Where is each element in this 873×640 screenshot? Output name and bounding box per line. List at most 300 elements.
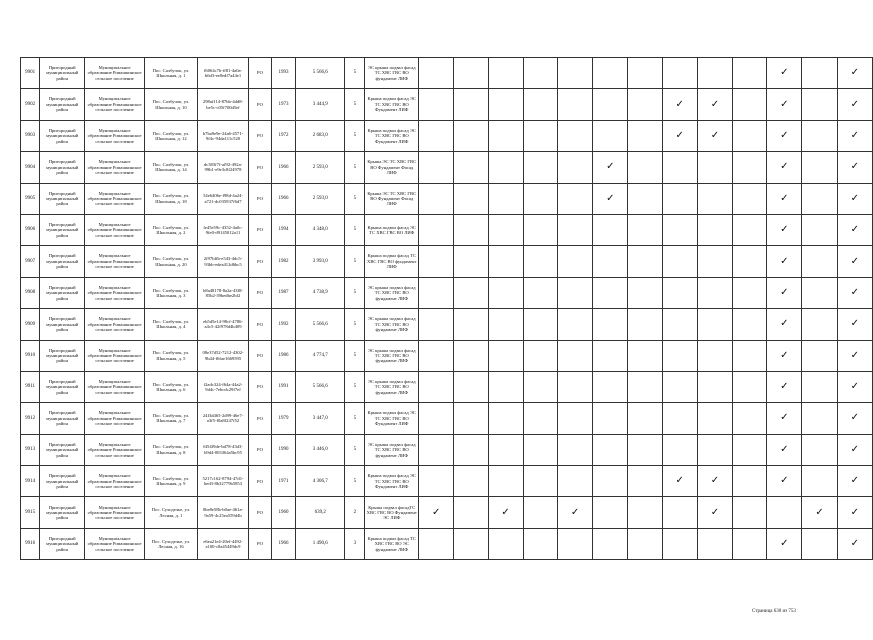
table-row bbox=[21, 528, 873, 559]
address-cell: Пос. Салбучок, ул. Школьная, д. 4 bbox=[145, 309, 198, 340]
work-type-cell bbox=[767, 120, 802, 151]
work-type-cell bbox=[628, 183, 662, 214]
checkmark-icon: ✓ bbox=[815, 506, 824, 518]
work-type-cell bbox=[802, 152, 837, 183]
municipality-cell: Муниципальное образование Ромашкинское сельское поселение bbox=[85, 309, 145, 340]
work-type-cell bbox=[628, 309, 662, 340]
work-type-cell bbox=[662, 466, 697, 497]
guid-cell: 298af114-87bb-4dd8-be5c-c05f700d5ef bbox=[197, 89, 249, 120]
table-row bbox=[21, 58, 873, 89]
work-type-cell bbox=[419, 58, 454, 89]
row-id: 9901 bbox=[21, 58, 40, 89]
work-type-cell bbox=[523, 58, 557, 89]
checkmark-icon: ✓ bbox=[780, 286, 789, 298]
works-cell: ЭС крыша подвал фасад ТС ХВС ГВС ВО фундамент ЛИФ bbox=[365, 58, 419, 89]
work-type-cell bbox=[454, 183, 488, 214]
year-cell: 1971 bbox=[271, 466, 296, 497]
district-cell: Пригородный муниципальный район bbox=[40, 434, 85, 465]
type-cell: РО bbox=[249, 89, 271, 120]
work-type-cell bbox=[593, 89, 628, 120]
work-type-cell bbox=[802, 214, 837, 245]
checkmark-icon: ✓ bbox=[850, 192, 859, 204]
work-type-cell bbox=[628, 371, 662, 402]
guid-cell: 24f3d465-2d99-46e7-a3f5-f0a8f247f52 bbox=[197, 403, 249, 434]
work-type-cell bbox=[837, 152, 872, 183]
floors-cell: 5 bbox=[345, 340, 365, 371]
work-type-cell bbox=[558, 340, 593, 371]
work-type-cell bbox=[454, 246, 488, 277]
guid-cell: f6064c7b-ff81-4a0a-b6d3-ee8edf7a44e1 bbox=[197, 58, 249, 89]
work-type-cell bbox=[454, 152, 488, 183]
page-footer: Страница 630 из 753 bbox=[752, 609, 796, 614]
year-cell: 1993 bbox=[271, 58, 296, 89]
work-type-cell bbox=[697, 466, 732, 497]
checkmark-icon: ✓ bbox=[780, 129, 789, 141]
work-type-cell bbox=[837, 183, 872, 214]
checkmark-icon: ✓ bbox=[780, 67, 789, 79]
table-row bbox=[21, 277, 873, 308]
work-type-cell bbox=[593, 277, 628, 308]
district-cell: Пригородный муниципальный район bbox=[40, 246, 85, 277]
type-cell: РО bbox=[249, 120, 271, 151]
floors-cell: 5 bbox=[345, 214, 365, 245]
work-type-cell bbox=[488, 89, 523, 120]
table-row bbox=[21, 371, 873, 402]
municipality-cell: Муниципальное образование Ромашкинское сельское поселение bbox=[85, 214, 145, 245]
work-type-cell bbox=[697, 152, 732, 183]
work-type-cell bbox=[454, 58, 488, 89]
type-cell: РО bbox=[249, 497, 271, 528]
table-row bbox=[21, 434, 873, 465]
work-type-cell bbox=[628, 214, 662, 245]
work-type-cell bbox=[837, 277, 872, 308]
work-type-cell bbox=[802, 371, 837, 402]
work-type-cell bbox=[488, 434, 523, 465]
work-type-cell bbox=[523, 246, 557, 277]
checkmark-icon: ✓ bbox=[675, 98, 684, 110]
work-type-cell bbox=[488, 497, 523, 528]
municipality-cell: Муниципальное образование Ромашкинское сельское поселение bbox=[85, 466, 145, 497]
work-type-cell bbox=[593, 152, 628, 183]
checkmark-icon: ✓ bbox=[570, 506, 580, 518]
guid-cell: f2adc324-f64a-44a2-9d4c-7ebcdc29f7ef bbox=[197, 371, 249, 402]
type-cell: РО bbox=[249, 246, 271, 277]
work-type-cell bbox=[419, 497, 454, 528]
work-type-cell bbox=[732, 371, 766, 402]
type-cell: РО bbox=[249, 466, 271, 497]
floors-cell: 5 bbox=[345, 89, 365, 120]
guid-cell: 0be8e58b-b0ae-461a-9a59-4c25ea559d4b bbox=[197, 497, 249, 528]
work-type-cell bbox=[593, 120, 628, 151]
type-cell: РО bbox=[249, 152, 271, 183]
table-body bbox=[21, 58, 873, 560]
works-cell: Крыша подвал фасад ЭС ТС ХВС ГВС ВО Фундамент ЛИФ bbox=[365, 403, 419, 434]
checkmark-icon: ✓ bbox=[675, 129, 684, 141]
work-type-cell bbox=[454, 309, 488, 340]
work-type-cell bbox=[628, 434, 662, 465]
work-type-cell bbox=[488, 528, 523, 559]
table-row bbox=[21, 340, 873, 371]
municipality-cell: Муниципальное образование Ромашкинское сельское поселение bbox=[85, 152, 145, 183]
work-type-cell bbox=[628, 89, 662, 120]
year-cell: 1986 bbox=[271, 340, 296, 371]
district-cell: Пригородный муниципальный район bbox=[40, 58, 85, 89]
work-type-cell bbox=[419, 214, 454, 245]
work-type-cell bbox=[593, 434, 628, 465]
checkmark-icon: ✓ bbox=[780, 412, 789, 424]
checkmark-icon: ✓ bbox=[850, 443, 859, 455]
work-type-cell bbox=[488, 466, 523, 497]
area-cell: 4 306,7 bbox=[296, 466, 345, 497]
municipality-cell: Муниципальное образование Ромашкинское сельское поселение bbox=[85, 528, 145, 559]
work-type-cell bbox=[558, 466, 593, 497]
work-type-cell bbox=[593, 246, 628, 277]
year-cell: 1994 bbox=[271, 214, 296, 245]
work-type-cell bbox=[454, 371, 488, 402]
work-type-cell bbox=[802, 89, 837, 120]
address-cell: Пос. Салбучок, ул. Школьная, д. 10 bbox=[145, 89, 198, 120]
work-type-cell bbox=[732, 246, 766, 277]
municipality-cell: Муниципальное образование Ромашкинское сельское поселение bbox=[85, 340, 145, 371]
guid-cell: 08e37d52-7212-4302-9b44-f6fae1669595 bbox=[197, 340, 249, 371]
work-type-cell bbox=[628, 246, 662, 277]
municipality-cell: Муниципальное образование Ромашкинское сельское поселение bbox=[85, 89, 145, 120]
row-id: 9908 bbox=[21, 277, 40, 308]
work-type-cell bbox=[837, 89, 872, 120]
area-cell: 639,2 bbox=[296, 497, 345, 528]
works-cell: Крыша подвал фасад ЭС ТС ХВС ГВС ВО Фундамент ЛИФ bbox=[365, 120, 419, 151]
work-type-cell bbox=[837, 309, 872, 340]
work-type-cell bbox=[767, 371, 802, 402]
work-type-cell bbox=[454, 214, 488, 245]
work-type-cell bbox=[662, 58, 697, 89]
area-cell: 3 447,0 bbox=[296, 403, 345, 434]
work-type-cell bbox=[802, 497, 837, 528]
row-id: 9907 bbox=[21, 246, 40, 277]
table-row bbox=[21, 403, 873, 434]
type-cell: РО bbox=[249, 214, 271, 245]
work-type-cell bbox=[628, 152, 662, 183]
floors-cell: 5 bbox=[345, 403, 365, 434]
checkmark-icon: ✓ bbox=[850, 318, 859, 330]
work-type-cell bbox=[662, 183, 697, 214]
work-type-cell bbox=[558, 246, 593, 277]
work-type-cell bbox=[732, 214, 766, 245]
work-type-cell bbox=[419, 246, 454, 277]
row-id: 9916 bbox=[21, 528, 40, 559]
year-cell: 1979 bbox=[271, 403, 296, 434]
area-cell: 4 348,0 bbox=[296, 214, 345, 245]
type-cell: РО bbox=[249, 340, 271, 371]
work-type-cell bbox=[523, 120, 557, 151]
type-cell: РО bbox=[249, 309, 271, 340]
checkmark-icon: ✓ bbox=[850, 475, 859, 487]
work-type-cell bbox=[767, 434, 802, 465]
area-cell: 3 446,0 bbox=[296, 434, 345, 465]
type-cell: РО bbox=[249, 277, 271, 308]
floors-cell: 5 bbox=[345, 246, 365, 277]
work-type-cell bbox=[662, 277, 697, 308]
work-type-cell bbox=[488, 309, 523, 340]
work-type-cell bbox=[593, 466, 628, 497]
district-cell: Пригородный муниципальный район bbox=[40, 309, 85, 340]
work-type-cell bbox=[732, 58, 766, 89]
work-type-cell bbox=[419, 528, 454, 559]
work-type-cell bbox=[662, 403, 697, 434]
district-cell: Пригородный муниципальный район bbox=[40, 340, 85, 371]
checkmark-icon: ✓ bbox=[780, 349, 789, 361]
work-type-cell bbox=[454, 277, 488, 308]
work-type-cell bbox=[488, 152, 523, 183]
address-cell: Пос. Салбучок, ул. Школьная, д. 5 bbox=[145, 340, 198, 371]
district-cell: Пригородный муниципальный район bbox=[40, 152, 85, 183]
row-id: 9909 bbox=[21, 309, 40, 340]
work-type-cell bbox=[488, 371, 523, 402]
work-type-cell bbox=[732, 89, 766, 120]
work-type-cell bbox=[523, 497, 557, 528]
checkmark-icon: ✓ bbox=[850, 349, 859, 361]
floors-cell: 5 bbox=[345, 152, 365, 183]
work-type-cell bbox=[662, 152, 697, 183]
checkmark-icon: ✓ bbox=[850, 224, 859, 236]
work-type-cell bbox=[837, 528, 872, 559]
works-cell: ЭС крыша подвал фасад ТС ХВС ГВС ВО фундамент ЛИФ bbox=[365, 277, 419, 308]
municipality-cell: Муниципальное образование Ромашкинское сельское поселение bbox=[85, 277, 145, 308]
work-type-cell bbox=[662, 309, 697, 340]
work-type-cell bbox=[802, 434, 837, 465]
work-type-cell bbox=[628, 277, 662, 308]
work-type-cell bbox=[628, 528, 662, 559]
year-cell: 1966 bbox=[271, 528, 296, 559]
work-type-cell bbox=[454, 89, 488, 120]
works-cell: Крыша подвал фасад ТС ХВС ГВС ВО фундамент ЛИФ bbox=[365, 246, 419, 277]
works-cell: ЭС крыша подвал фасад ТС ХВС ГВС ВО фундамент ЛИФ bbox=[365, 434, 419, 465]
municipality-cell: Муниципальное образование Ромашкинское сельское поселение bbox=[85, 497, 145, 528]
work-type-cell bbox=[593, 309, 628, 340]
guid-cell: 2f97bffb-e543-4dc5-93bb-edea412d6bc5 bbox=[197, 246, 249, 277]
row-id: 9902 bbox=[21, 89, 40, 120]
district-cell: Пригородный муниципальный район bbox=[40, 183, 85, 214]
work-type-cell bbox=[662, 246, 697, 277]
works-cell: ЭС крыша подвал фасад ТС ХВС ГВС ВО фундамент ЛИФ bbox=[365, 309, 419, 340]
work-type-cell bbox=[697, 120, 732, 151]
work-type-cell bbox=[767, 497, 802, 528]
work-type-cell bbox=[837, 120, 872, 151]
checkmark-icon: ✓ bbox=[850, 161, 859, 173]
district-cell: Пригородный муниципальный район bbox=[40, 403, 85, 434]
work-type-cell bbox=[628, 58, 662, 89]
floors-cell: 5 bbox=[345, 466, 365, 497]
work-type-cell bbox=[837, 466, 872, 497]
year-cell: 1966 bbox=[271, 152, 296, 183]
work-type-cell bbox=[802, 183, 837, 214]
work-type-cell bbox=[419, 309, 454, 340]
work-type-cell bbox=[419, 120, 454, 151]
work-type-cell bbox=[593, 58, 628, 89]
municipality-cell: Муниципальное образование Ромашкинское сельское поселение bbox=[85, 403, 145, 434]
checkmark-icon: ✓ bbox=[710, 475, 720, 487]
work-type-cell bbox=[454, 497, 488, 528]
work-type-cell bbox=[697, 371, 732, 402]
floors-cell: 3 bbox=[345, 528, 365, 559]
work-type-cell bbox=[628, 497, 662, 528]
checkmark-icon: ✓ bbox=[850, 129, 859, 141]
work-type-cell bbox=[593, 497, 628, 528]
work-type-cell bbox=[732, 466, 766, 497]
row-id: 9905 bbox=[21, 183, 40, 214]
row-id: 9906 bbox=[21, 214, 40, 245]
area-cell: 2 593,0 bbox=[296, 183, 345, 214]
year-cell: 1972 bbox=[271, 120, 296, 151]
work-type-cell bbox=[697, 246, 732, 277]
type-cell: РО bbox=[249, 403, 271, 434]
work-type-cell bbox=[628, 466, 662, 497]
guid-cell: 5217c162-8794-47d1-bed3-8b32779b5853 bbox=[197, 466, 249, 497]
year-cell: 1991 bbox=[271, 371, 296, 402]
guid-cell: eb5d5e14-98cf-4786-a4c5-42f978d4b409 bbox=[197, 309, 249, 340]
checkmark-icon: ✓ bbox=[850, 67, 859, 79]
work-type-cell bbox=[558, 152, 593, 183]
work-type-cell bbox=[523, 466, 557, 497]
area-cell: 2 593,0 bbox=[296, 152, 345, 183]
work-type-cell bbox=[732, 152, 766, 183]
area-cell: 5 566,6 bbox=[296, 309, 345, 340]
work-type-cell bbox=[697, 497, 732, 528]
work-type-cell bbox=[837, 340, 872, 371]
checkmark-icon: ✓ bbox=[780, 318, 789, 330]
municipality-cell: Муниципальное образование Ромашкинское сельское поселение bbox=[85, 371, 145, 402]
checkmark-icon: ✓ bbox=[780, 224, 789, 236]
work-type-cell bbox=[593, 214, 628, 245]
table-row bbox=[21, 246, 873, 277]
work-type-cell bbox=[523, 309, 557, 340]
work-type-cell bbox=[558, 309, 593, 340]
municipality-cell: Муниципальное образование Ромашкинское сельское поселение bbox=[85, 183, 145, 214]
work-type-cell bbox=[662, 214, 697, 245]
work-type-cell bbox=[558, 371, 593, 402]
work-type-cell bbox=[802, 528, 837, 559]
work-type-cell bbox=[523, 528, 557, 559]
work-type-cell bbox=[523, 434, 557, 465]
work-type-cell bbox=[767, 466, 802, 497]
works-cell: Крыша подвал фасадТС ХВС ГВС ВО Фундамент ЭС ЛИФ bbox=[365, 497, 419, 528]
district-cell: Пригородный муниципальный район bbox=[40, 528, 85, 559]
work-type-cell bbox=[767, 403, 802, 434]
work-type-cell bbox=[697, 403, 732, 434]
checkmark-icon: ✓ bbox=[710, 98, 720, 110]
work-type-cell bbox=[419, 403, 454, 434]
address-cell: Пос. Салбучок, ул. Школьная, д. 9 bbox=[145, 466, 198, 497]
work-type-cell bbox=[767, 528, 802, 559]
year-cell: 1987 bbox=[271, 277, 296, 308]
work-type-cell bbox=[802, 58, 837, 89]
work-type-cell bbox=[558, 183, 593, 214]
checkmark-icon: ✓ bbox=[780, 255, 789, 267]
work-type-cell bbox=[419, 371, 454, 402]
address-cell: Пос. Салбучок, ул. Школьная, д. 3 bbox=[145, 277, 198, 308]
checkmark-icon: ✓ bbox=[850, 506, 859, 518]
work-type-cell bbox=[697, 434, 732, 465]
work-type-cell bbox=[802, 120, 837, 151]
work-type-cell bbox=[732, 277, 766, 308]
table-row bbox=[21, 309, 873, 340]
work-type-cell bbox=[454, 434, 488, 465]
guid-cell: 54e6406e-f98d-4a24-a721-dc035937f6d7 bbox=[197, 183, 249, 214]
district-cell: Пригородный муниципальный район bbox=[40, 89, 85, 120]
type-cell: РО bbox=[249, 434, 271, 465]
year-cell: 1966 bbox=[271, 183, 296, 214]
table-row bbox=[21, 466, 873, 497]
address-cell: Пос. Салбучок, ул. Школьная, д. 12 bbox=[145, 120, 198, 151]
work-type-cell bbox=[767, 58, 802, 89]
guid-cell: fe45e59c-4352-4a0c-9fe0-d9145012a11 bbox=[197, 214, 249, 245]
area-cell: 1 490,6 bbox=[296, 528, 345, 559]
row-id: 9913 bbox=[21, 434, 40, 465]
work-type-cell bbox=[593, 371, 628, 402]
work-type-cell bbox=[628, 340, 662, 371]
checkmark-icon: ✓ bbox=[850, 255, 859, 267]
table-row bbox=[21, 183, 873, 214]
work-type-cell bbox=[732, 120, 766, 151]
work-type-cell bbox=[802, 277, 837, 308]
work-type-cell bbox=[837, 371, 872, 402]
works-cell: Крыша подвал фасад ЭС ТС ХВС ГВС ВО Фундамент ЛИФ bbox=[365, 89, 419, 120]
year-cell: 1960 bbox=[271, 497, 296, 528]
floors-cell: 2 bbox=[345, 497, 365, 528]
work-type-cell bbox=[662, 371, 697, 402]
work-type-cell bbox=[767, 152, 802, 183]
work-type-cell bbox=[767, 309, 802, 340]
floors-cell: 5 bbox=[345, 58, 365, 89]
checkmark-icon: ✓ bbox=[850, 286, 859, 298]
work-type-cell bbox=[767, 246, 802, 277]
work-type-cell bbox=[662, 340, 697, 371]
municipality-cell: Муниципальное образование Ромашкинское сельское поселение bbox=[85, 434, 145, 465]
work-type-cell bbox=[593, 340, 628, 371]
work-type-cell bbox=[628, 403, 662, 434]
work-type-cell bbox=[454, 403, 488, 434]
district-cell: Пригородный муниципальный район bbox=[40, 277, 85, 308]
address-cell: Пос. Салбучок, ул. Школьная, д. 14 bbox=[145, 152, 198, 183]
work-type-cell bbox=[488, 277, 523, 308]
row-id: 9914 bbox=[21, 466, 40, 497]
work-type-cell bbox=[697, 340, 732, 371]
work-type-cell bbox=[802, 466, 837, 497]
table-row bbox=[21, 497, 873, 528]
checkmark-icon: ✓ bbox=[780, 443, 789, 455]
work-type-cell bbox=[802, 309, 837, 340]
row-id: 9910 bbox=[21, 340, 40, 371]
works-cell: ЭС крыша подвал фасад ТС ХВС ГВС ВО фундамент ЛИФ bbox=[365, 340, 419, 371]
work-type-cell bbox=[419, 466, 454, 497]
checkmark-icon: ✓ bbox=[710, 129, 720, 141]
work-type-cell bbox=[488, 214, 523, 245]
work-type-cell bbox=[837, 214, 872, 245]
address-cell: Пос. Салбучок, ул. Школьная, д. 7 bbox=[145, 403, 198, 434]
work-type-cell bbox=[558, 277, 593, 308]
work-type-cell bbox=[558, 89, 593, 120]
work-type-cell bbox=[662, 120, 697, 151]
work-type-cell bbox=[837, 58, 872, 89]
work-type-cell bbox=[523, 214, 557, 245]
floors-cell: 5 bbox=[345, 277, 365, 308]
work-type-cell bbox=[419, 183, 454, 214]
type-cell: РО bbox=[249, 371, 271, 402]
work-type-cell bbox=[767, 340, 802, 371]
works-cell: Крыша подвал фасад ЭС ТС ХВС ГВС ВО ЛИФ bbox=[365, 214, 419, 245]
checkmark-icon: ✓ bbox=[780, 98, 789, 110]
floors-cell: 5 bbox=[345, 434, 365, 465]
